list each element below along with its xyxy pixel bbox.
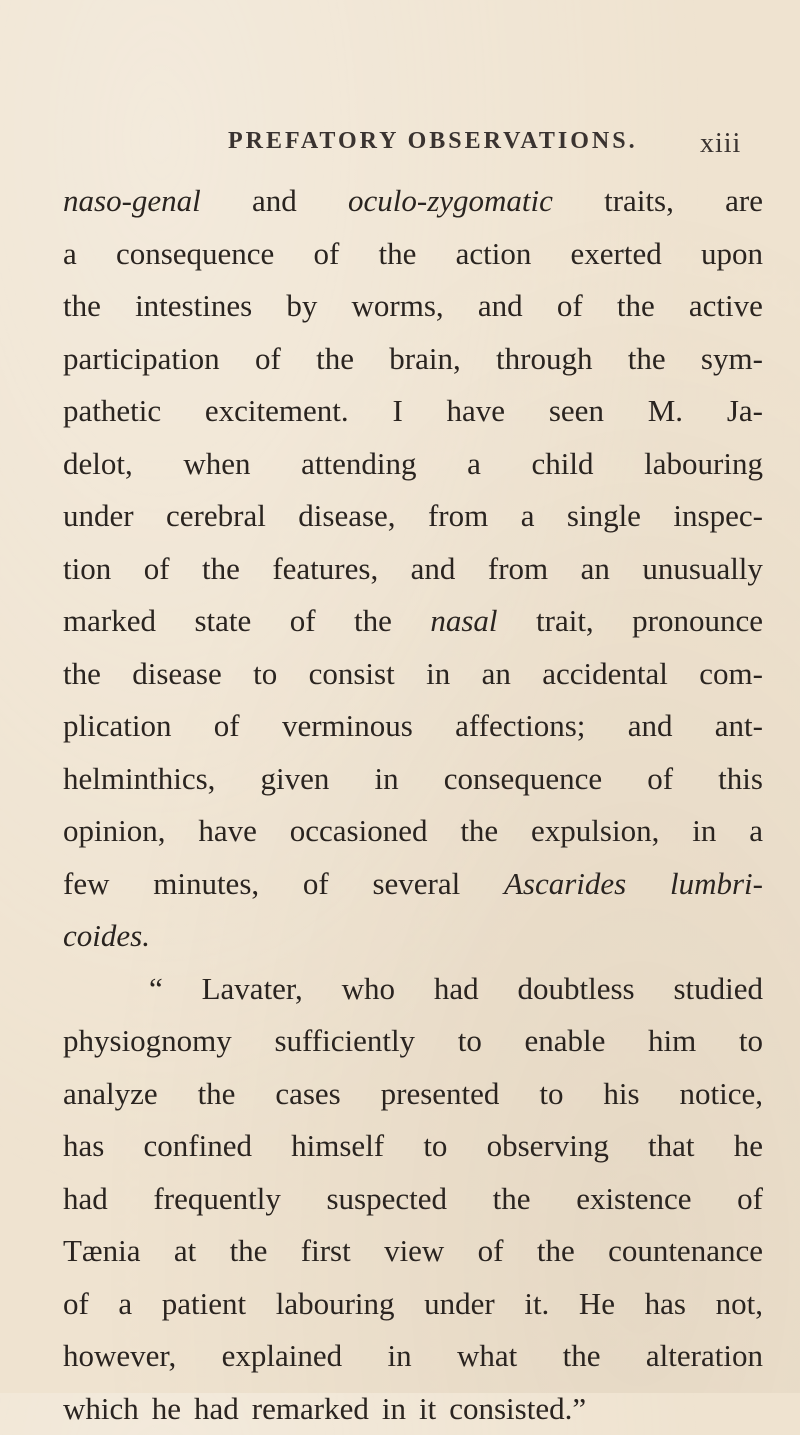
word: upon [701,228,763,281]
word: attending [301,438,416,491]
word: at [174,1225,196,1278]
word: oculo-zygomatic [348,175,553,228]
word: trait, [536,595,594,648]
word: tion [63,543,111,596]
word: first [301,1225,351,1278]
word: from [488,543,548,596]
word: that [648,1120,695,1173]
word: consist [309,648,395,701]
word: disease, [298,490,395,543]
word: action [456,228,532,281]
word: accidental [542,648,668,701]
word: suspected [326,1173,447,1226]
word: this [718,753,763,806]
text-line [63,1278,763,1331]
word: Ja- [727,385,763,438]
word: an [482,648,511,701]
word: presented [381,1068,500,1121]
paragraph [63,175,763,963]
word: the [617,280,655,333]
word: a [63,228,77,281]
word: features, [272,543,378,596]
word: several [372,858,460,911]
word: worms, [352,280,444,333]
word: patient [162,1278,246,1331]
word: not, [716,1278,763,1331]
word: to [458,1015,482,1068]
text-line [63,490,763,543]
word: are [725,175,763,228]
word: nasal [430,595,497,648]
word: cerebral [166,490,266,543]
word: to [739,1015,763,1068]
word: verminous [282,700,413,753]
word: marked [63,595,156,648]
word: frequently [153,1173,280,1226]
word: physiognomy [63,1015,232,1068]
word: what [457,1330,517,1383]
word: the [460,805,498,858]
word: M. [648,385,683,438]
word: the [354,595,392,648]
text-line [63,910,763,963]
word: I [392,385,402,438]
text-line [63,1173,763,1226]
word: him [648,1015,696,1068]
text-line [63,648,763,701]
word: to [253,648,277,701]
word: opinion, [63,805,165,858]
word: single [567,490,641,543]
word: com- [699,648,763,701]
word: naso-genal [63,175,201,228]
text-line [63,805,763,858]
word: doubtless [517,963,634,1016]
word: of [290,595,316,648]
word: plication [63,700,171,753]
word: of [63,1278,89,1331]
word: alteration [646,1330,763,1383]
word: has [645,1278,686,1331]
word: of [478,1225,504,1278]
word: when [183,438,250,491]
word: active [689,280,763,333]
word: under [63,490,134,543]
word: to [539,1068,563,1121]
text-line [63,385,763,438]
word: he [734,1120,763,1173]
word: inspec- [673,490,763,543]
word: through [496,333,592,386]
word: seen [549,385,604,438]
word: the [379,228,417,281]
word: had [194,1383,239,1435]
word: has [63,1120,104,1173]
text-line [63,1120,763,1173]
word: the [63,280,101,333]
word: Ascarides [504,858,626,911]
word: consequence [444,753,602,806]
text-line [63,280,763,333]
word: had [63,1173,108,1226]
word: ant- [715,700,763,753]
word: affections; [455,700,585,753]
text-line [63,228,763,281]
word: and [252,175,297,228]
word: a [749,805,763,858]
word: of [557,280,583,333]
word: delot, [63,438,133,491]
text-line [63,1068,763,1121]
word: under [424,1278,495,1331]
word: in [375,753,399,806]
word: himself [291,1120,384,1173]
word: occasioned [290,805,428,858]
text-line [63,753,763,806]
running-head [0,128,800,168]
paragraph [63,963,763,1435]
word: in [692,805,716,858]
word: a [118,1278,132,1331]
running-title: PREFATORY OBSERVATIONS. [228,128,638,155]
word: unusually [642,543,763,596]
word: explained [222,1330,343,1383]
text-line [63,438,763,491]
word: a [467,438,481,491]
word: his [603,1068,639,1121]
word: and [628,700,673,753]
word: to [423,1120,447,1173]
word: confined [144,1120,252,1173]
word: it [419,1383,436,1435]
word: the [316,333,354,386]
word: which [63,1383,139,1435]
word: remarked [252,1383,369,1435]
word: cases [275,1068,340,1121]
word: by [286,280,317,333]
word: countenance [608,1225,763,1278]
word: have [198,805,257,858]
word: expulsion, [531,805,659,858]
word: excitement. [205,385,349,438]
word: in [382,1383,406,1435]
body-text [63,175,763,1435]
word: pronounce [632,595,763,648]
word: state [194,595,251,648]
word: and [411,543,456,596]
word: Lavater, [202,963,303,1016]
word: child [532,438,594,491]
word: labouring [644,438,763,491]
word: the [202,543,240,596]
word: lumbri- [670,858,763,911]
text-line [63,858,763,911]
text-line [63,1383,763,1435]
word: participation [63,333,220,386]
word: sufficiently [274,1015,415,1068]
word: the [537,1225,575,1278]
text-line [63,1225,763,1278]
text-line [63,175,763,228]
word: of [144,543,170,596]
word: the [230,1225,268,1278]
word: few [63,858,109,911]
word: however, [63,1330,176,1383]
word: of [303,858,329,911]
word: and [478,280,523,333]
word: who [342,963,395,1016]
text-line [63,1015,763,1068]
word: given [261,753,330,806]
text-line [63,963,763,1016]
word: from [428,490,488,543]
word: have [447,385,506,438]
word: notice, [679,1068,763,1121]
word: a [521,490,535,543]
word: the [628,333,666,386]
word: view [384,1225,444,1278]
word: sym- [701,333,763,386]
word: existence [576,1173,691,1226]
word: Tænia [63,1225,141,1278]
word: the [198,1068,236,1121]
word: minutes, [153,858,259,911]
word: coides. [63,910,150,963]
word: of [647,753,673,806]
word: exerted [571,228,662,281]
text-line [63,1330,763,1383]
word: of [214,700,240,753]
word: the [63,648,101,701]
page-number: xiii [700,128,741,160]
word: “ [149,963,163,1016]
word: traits, [604,175,674,228]
word: it. [524,1278,549,1331]
text-line [63,333,763,386]
word: an [581,543,610,596]
word: disease [132,648,222,701]
text-line [63,543,763,596]
word: intestines [135,280,252,333]
text-line [63,700,763,753]
word: consisted.” [449,1383,586,1435]
word: consequence [116,228,274,281]
text-line [63,595,763,648]
word: the [493,1173,531,1226]
word: of [737,1173,763,1226]
word: of [314,228,340,281]
word: pathetic [63,385,161,438]
word: enable [524,1015,605,1068]
word: helminthics, [63,753,215,806]
word: studied [673,963,763,1016]
word: the [563,1330,601,1383]
word: observing [487,1120,609,1173]
word: in [388,1330,412,1383]
word: He [579,1278,615,1331]
word: had [434,963,479,1016]
word: labouring [276,1278,395,1331]
word: brain, [389,333,460,386]
word: of [255,333,281,386]
word: in [426,648,450,701]
word: he [152,1383,181,1435]
word: analyze [63,1068,158,1121]
